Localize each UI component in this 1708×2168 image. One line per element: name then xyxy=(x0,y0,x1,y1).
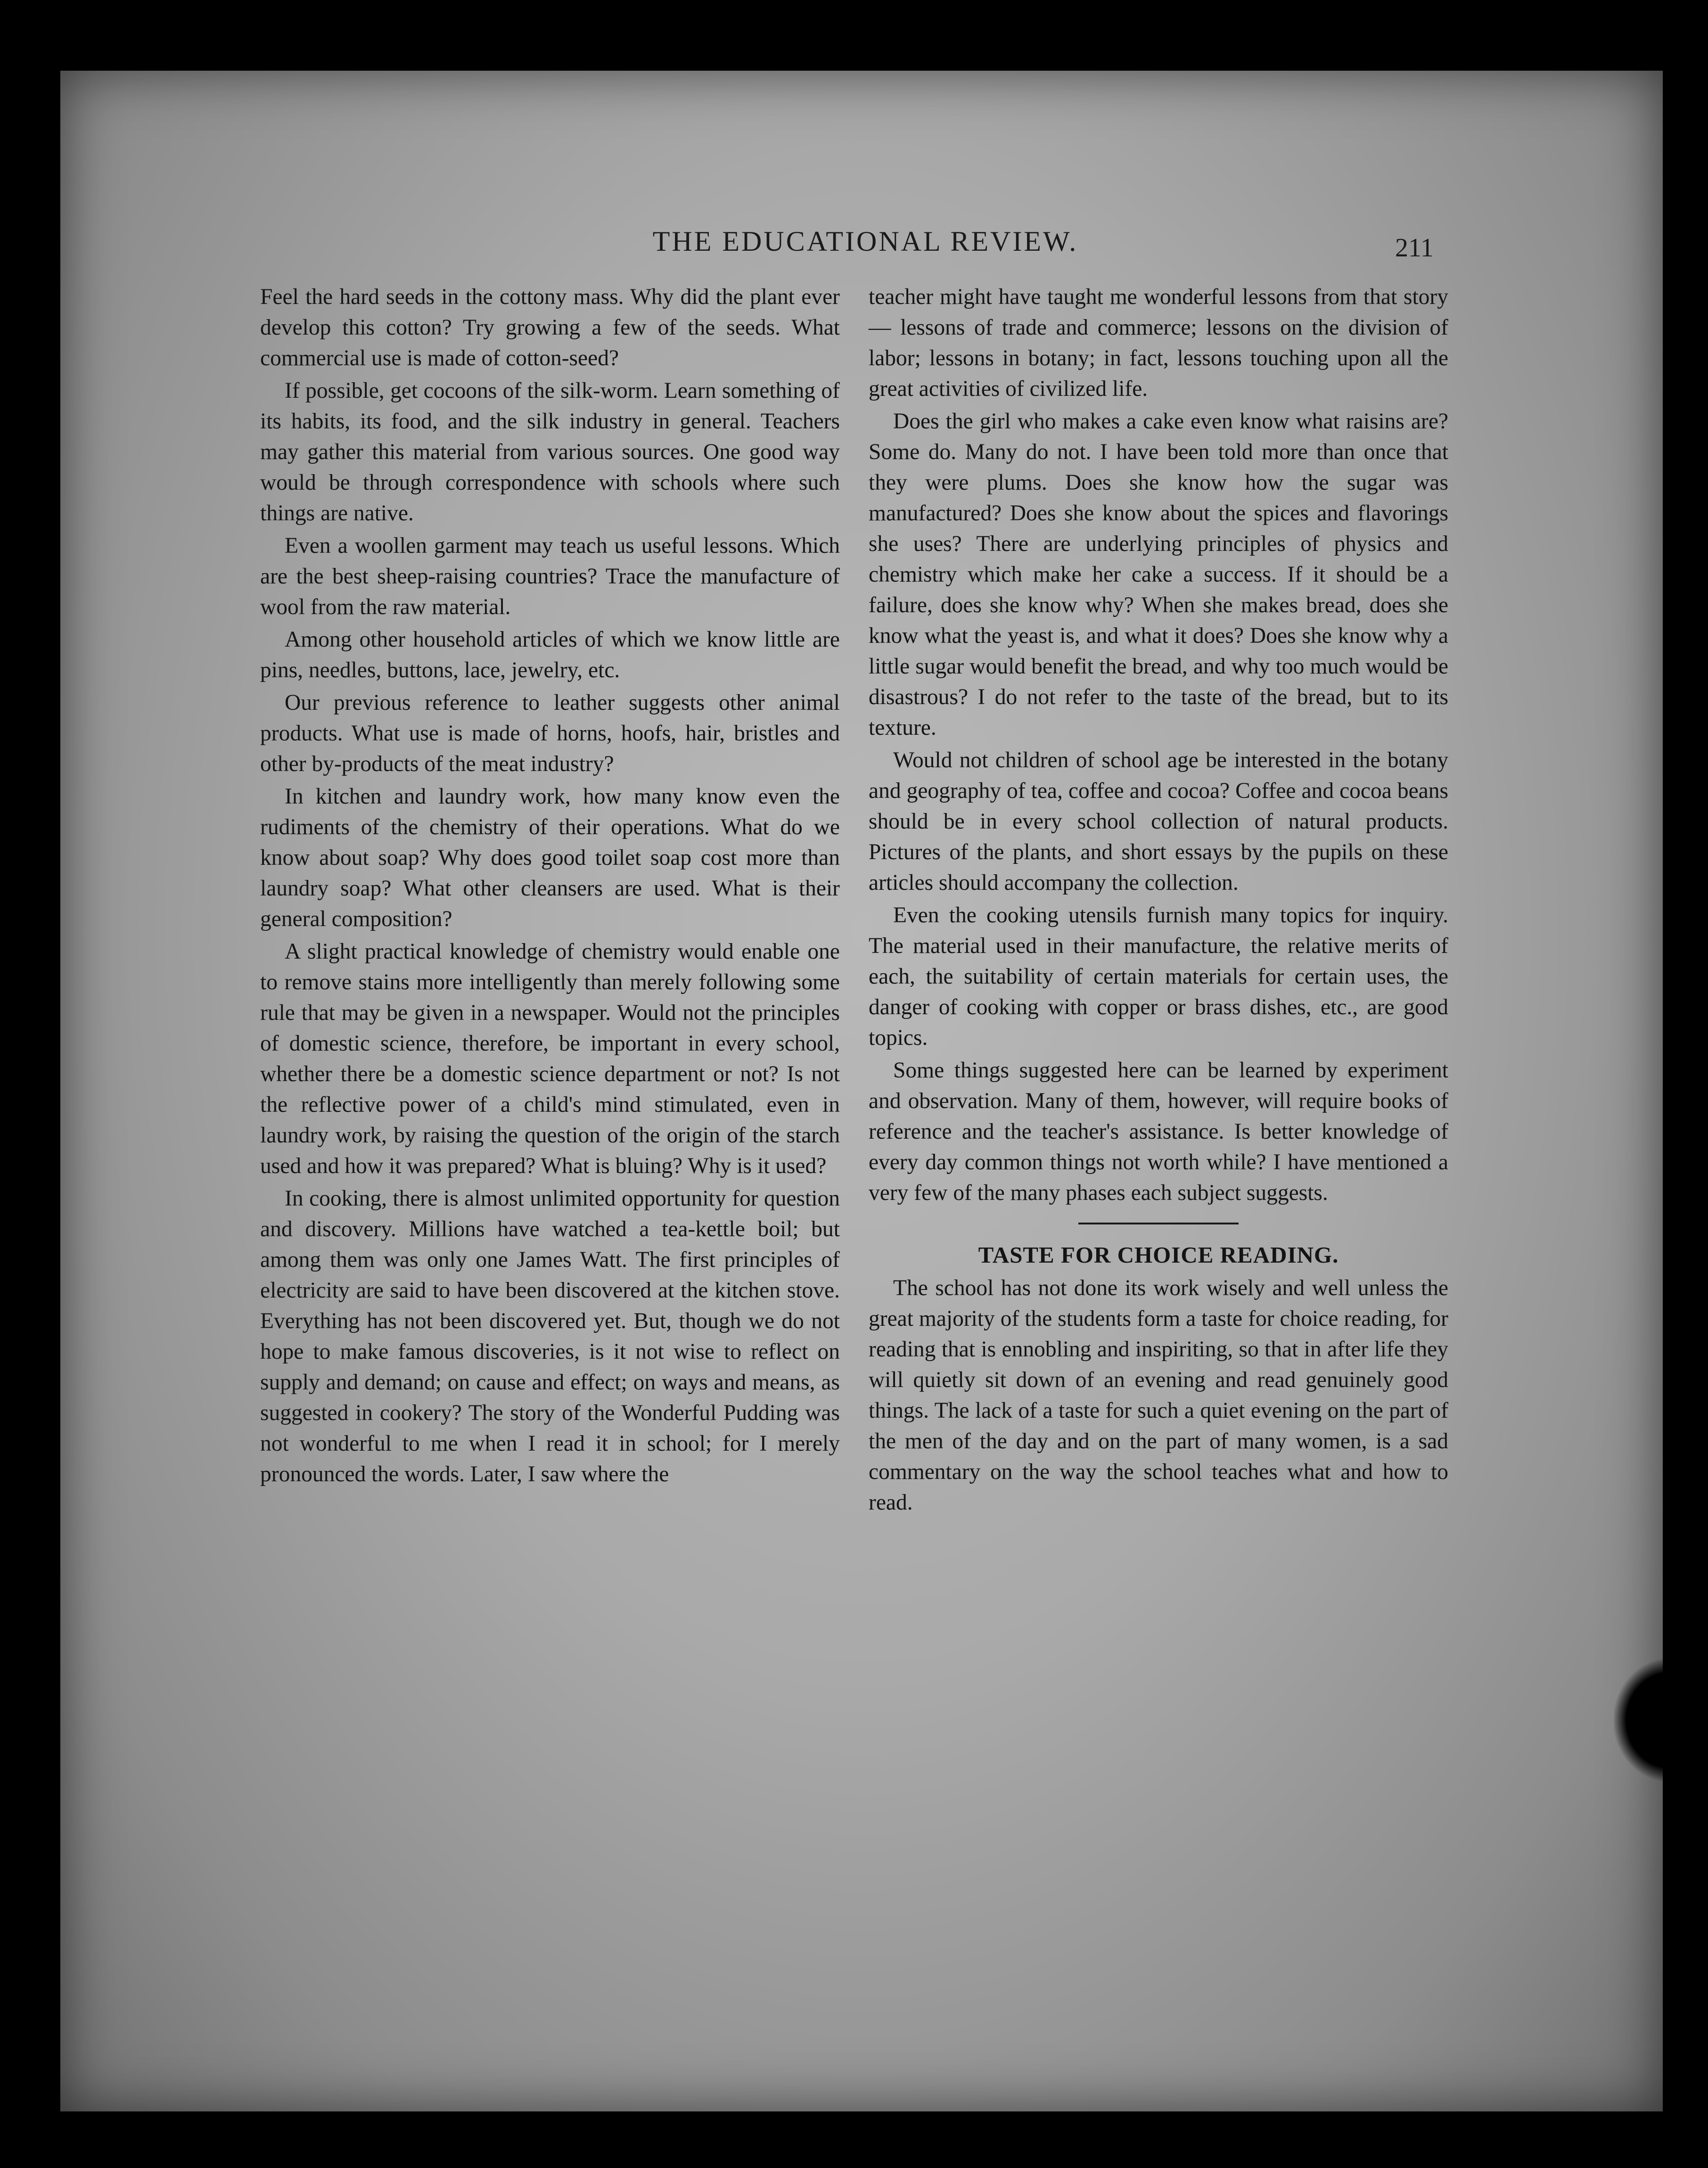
paragraph: Some things suggested here can be learned by experiment and observation. Many of them, however, will require books of reference and the teacher's assistance. Is better knowledge of every day common things not worth while? I have mentioned a very few of the many phases each subject suggests. xyxy=(869,1058,1448,1205)
running-title: THE EDUCATIONAL REVIEW. xyxy=(652,226,1078,257)
paragraph-continuation: teacher might have taught me wonderful lessons from that story — lessons of trade and commerce; lessons on the division of labor; lessons in botany; in fact, lessons touching upon all the great activities of civilized life. xyxy=(869,285,1448,401)
paragraph: Even the cooking utensils furnish many topics for inquiry. The material used in their manufacture, the relative merits of each, the suitability of certain materials for certain uses, the danger of cooking with copper or brass dishes, etc., are good topics. xyxy=(869,903,1448,1050)
paragraph: Our previous reference to leather suggests other animal products. What use is made of horns, hoofs, hair, bristles and other by-products of the meat industry? xyxy=(260,690,840,776)
film-stain xyxy=(1614,1659,1708,1782)
right-column xyxy=(869,282,1448,1520)
paragraph: In kitchen and laundry work, how many know even the rudiments of the chemistry of their operations. What do we know about soap? Why does good toilet soap cost more than laundry soap? What other cleansers are used. What is their general composition? xyxy=(260,784,840,931)
paragraph: Even a woollen garment may teach us useful lessons. Which are the best sheep-raising countries? Trace the manufacture of wool from the raw material. xyxy=(260,534,840,619)
paragraph: Does the girl who makes a cake even know what raisins are? Some do. Many do not. I have been told more than once that they were plums. Does she know how the sugar was manufactured? Does she know about the spices and flavorings she uses? There are underlying principles of physics and chemistry which make her cake a success. If it should be a failure, does she know why? When she makes bread, does she know what the yeast is, and what it does? Does she know why a little sugar would benefit the bread, and why too much would be disastrous? I do not refer to the taste of the bread, but to its texture. xyxy=(869,409,1448,740)
section-divider xyxy=(1078,1223,1239,1224)
paragraph: A slight practical knowledge of chemistry would enable one to remove stains more intelligently than merely following some rule that may be given in a newspaper. Would not the principles of domestic science, therefore, be important in every school, whether there be a domestic science department or not? Is not the reflective power of a child's mind stimulated, even in laundry work, by raising the question of the origin of the starch used and how it was prepared? What is bluing? Why is it used? xyxy=(260,939,840,1178)
paragraph: The school has not done its work wisely and well unless the great majority of the students form a taste for choice reading, for reading that is ennobling and inspiriting, so that in after life they will quietly sit down of an evening and read genuinely good things. The lack of a taste for such a quiet evening on the part of the men of the day and on the part of many women, is a sad commentary on the way the school teaches what and how to read. xyxy=(869,1276,1448,1515)
left-column xyxy=(260,282,840,1492)
paragraph: In cooking, there is almost unlimited opportunity for question and discovery. Millions have watched a tea-kettle boil; but among them was only one James Watt. The first principles of electricity are said to have been discovered at the kitchen stove. Everything has not been discovered yet. But, though we do not hope to make famous discoveries, is it not wise to reflect on supply and demand; on cause and effect; on ways and means, as suggested in cookery? The story of the Wonderful Pudding was not wonderful to me when I read it in school; for I merely pronounced the words. Later, I saw where the xyxy=(260,1186,840,1486)
page-number: 211 xyxy=(1395,233,1434,263)
paragraph: Among other household articles of which we know little are pins, needles, buttons, lace, jewelry, etc. xyxy=(260,627,840,682)
section-heading: TASTE FOR CHOICE READING. xyxy=(978,1242,1339,1268)
paragraph: Would not children of school age be interested in the botany and geography of tea, coffee and cocoa? Coffee and cocoa beans should be in every school collection of natural products. Pictures of the plants, and short essays by the pupils on these articles should accompany the collection. xyxy=(869,748,1448,895)
paragraph: If possible, get cocoons of the silk-worm. Learn something of its habits, its food, and the silk industry in general. Teachers may gather this material from various sources. One good way would be through correspondence with schools where such things are native. xyxy=(260,378,840,526)
paragraph: Feel the hard seeds in the cottony mass. Why did the plant ever develop this cotton? Try growing a few of the seeds. What commercial use is made of cotton-seed? xyxy=(260,285,840,370)
